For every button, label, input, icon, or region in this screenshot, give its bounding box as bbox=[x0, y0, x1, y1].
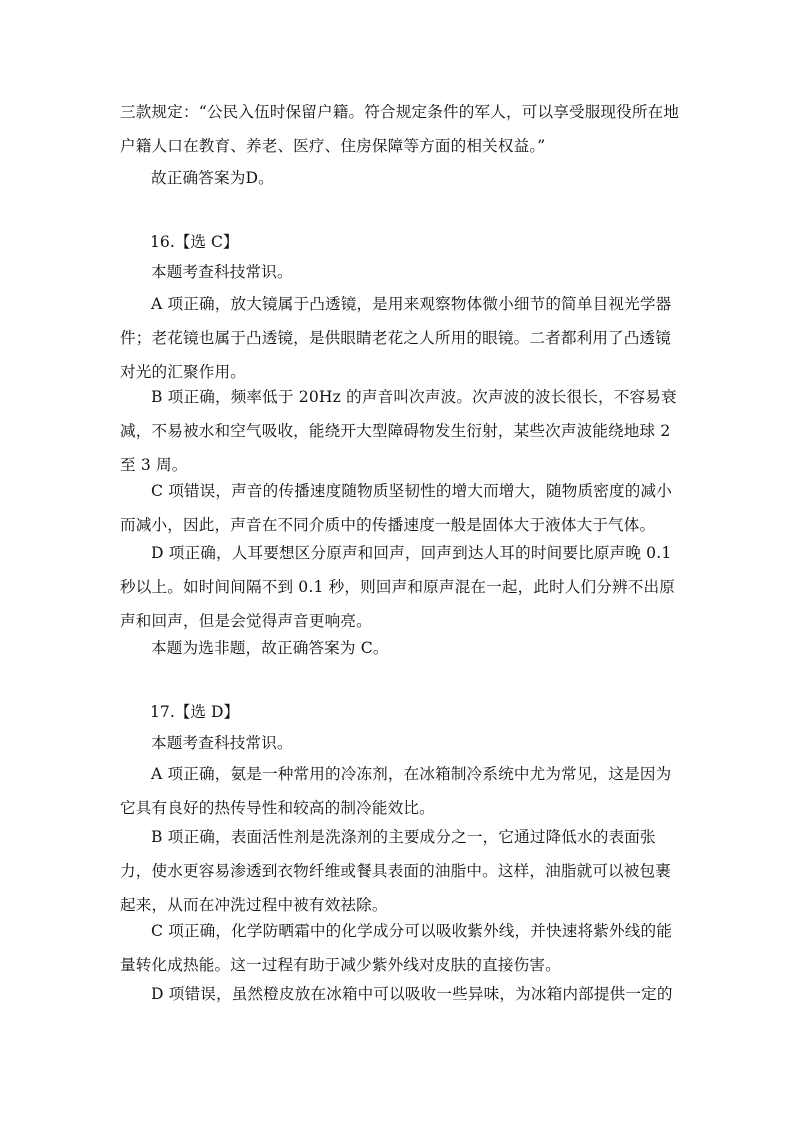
q17-option-d: D 项错误，虽然橙皮放在冰箱中可以吸收一些异味，为冰箱内部提供一定的 bbox=[151, 985, 673, 1003]
intro-paragraph: 三款规定：“公民入伍时保留户籍。符合规定条件的军人，可以享受服现役所在地户籍人口在教育、养老、医疗、住房保障等方面的相关权益。” bbox=[120, 103, 680, 155]
q17-option-a: A 项正确，氨是一种常用的冷冻剂，在冰箱制冷系统中尤为常见，这是因为它具有良好的热传导性和较高的制冷能效比。 bbox=[120, 765, 672, 817]
q17-option-b: B 项正确，表面活性剂是洗涤剂的主要成分之一，它通过降低水的表面张力，使水更容易渗透到衣物纤维或餐具表面的油脂中。这样，油脂就可以被包裹起来，从而在冲洗过程中被有效祛除。 bbox=[120, 828, 672, 914]
q17-topic: 本题考查科技常识。 bbox=[151, 734, 293, 752]
q17-heading: 17.【选 D】 bbox=[150, 703, 240, 721]
q17-option-c: C 项正确，化学防晒霜中的化学成分可以吸收紫外线，并快速将紫外线的能量转化成热能。这一过程有助于减少紫外线对皮肤的直接伤害。 bbox=[120, 922, 672, 974]
q16-option-b: B 项正确，频率低于 20Hz 的声音叫次声波。次声波的波长很长，不容易衰减，不易被水和空气吸收，能绕开大型障碍物发生衍射，某些次声波能绕地球 2 至 3 周。 bbox=[120, 388, 677, 474]
intro-answer: 故正确答案为D。 bbox=[151, 169, 274, 187]
q16-option-a: A 项正确，放大镜属于凸透镜，是用来观察物体微小细节的简单目视光学器件；老花镜也属于凸透镜，是供眼睛老花之人所用的眼镜。二者都利用了凸透镜对光的汇聚作用。 bbox=[120, 295, 672, 381]
q16-answer: 本题为选非题，故正确答案为 C。 bbox=[151, 639, 389, 657]
q16-option-d: D 项正确，人耳要想区分原声和回声，回声到达人耳的时间要比原声晚 0.1 秒以上。如时间间隔不到 0.1 秒，则回声和原声混在一起，此时人们分辨不出原声和回声，但是会觉得声音更响亮。 bbox=[120, 544, 676, 630]
q16-heading: 16.【选 C】 bbox=[150, 233, 239, 251]
q16-topic: 本题考查科技常识。 bbox=[151, 263, 293, 281]
q16-option-c: C 项错误，声音的传播速度随物质坚韧性的增大而增大，随物质密度的减小而减小，因此，声音在不同介质中的传播速度一般是固体大于液体大于气体。 bbox=[120, 482, 672, 534]
